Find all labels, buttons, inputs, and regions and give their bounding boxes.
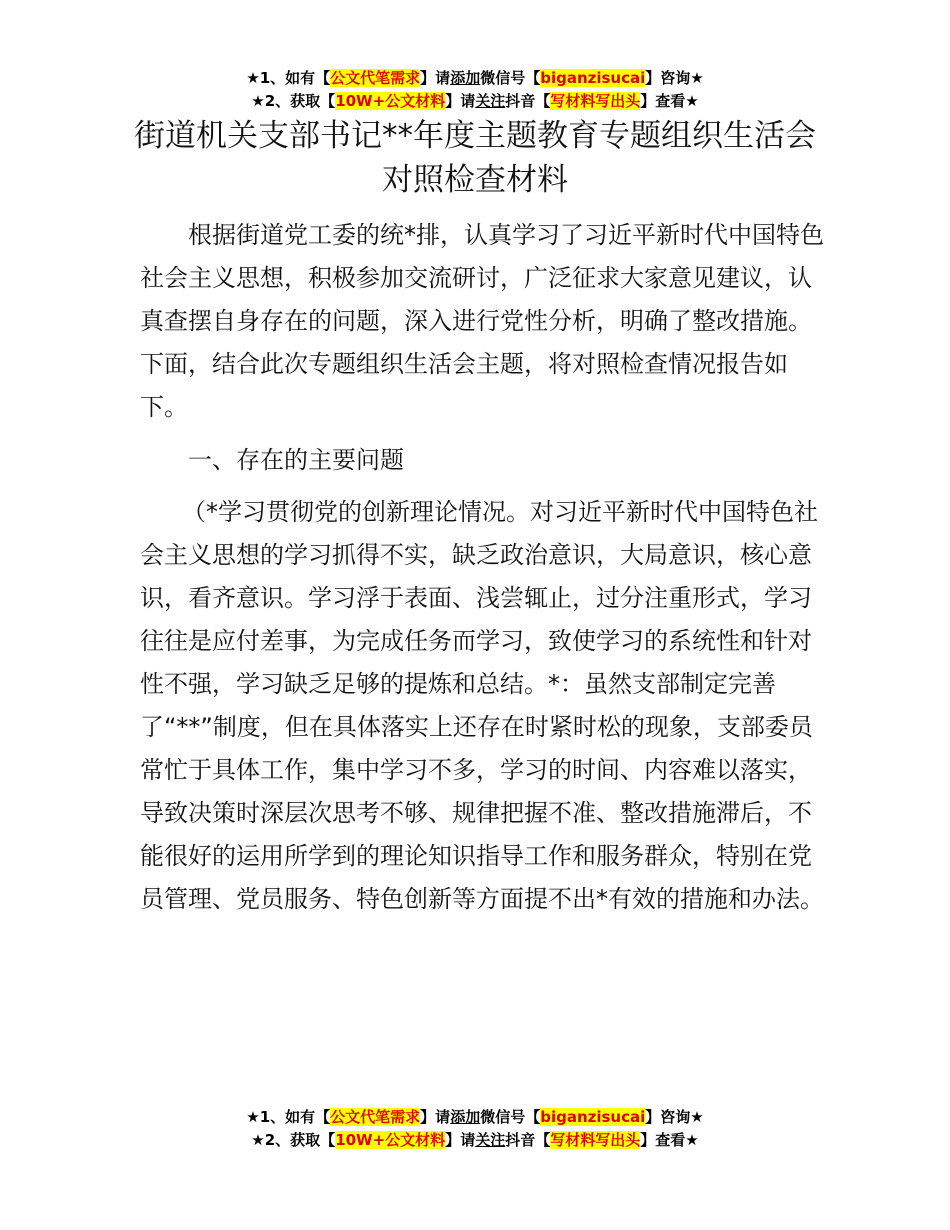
banner-text: ★1、如有【 [246,1108,331,1126]
banner-text: 】请 [445,1131,476,1149]
banner-text: 】咨询★ [645,1108,704,1126]
banner-text: 】请 [420,1108,451,1126]
banner-text: 微信号【 [480,1108,541,1126]
banner-text: 抖音【 [505,92,551,110]
banner-line-2 [0,1129,950,1152]
banner-line-1 [0,67,950,90]
underline-text: 关注 [475,92,506,110]
banner-text: ★2、获取【 [251,92,336,110]
document-body [140,214,830,921]
banner-text: 】查看★ [640,1131,699,1149]
underline-text: 添加 [450,69,481,87]
footer-banner [0,1106,950,1152]
banner-text: 微信号【 [480,69,541,87]
paragraph-intro: 根据街道党工委的统*排，认真学习了习近平新时代中国特色社会主义思想，积极参加交流研讨，广泛征求大家意见建议，认真查摆自身存在的问题，深入进行党性分析，明确了整改措施。下面，结合此次专题组织生活会主题，将对照检查情况报告如下。 [140,221,824,421]
header-banner [0,67,950,113]
highlight-wechat-id: biganzisucai [540,69,646,87]
banner-text: 】咨询★ [645,69,704,87]
highlight-wechat-id: biganzisucai [540,1108,646,1126]
section-heading: 一、存在的主要问题 [188,446,404,474]
banner-text: 】请 [420,69,451,87]
underline-text: 关注 [475,1131,506,1149]
highlight-service: 公文代笔需求 [330,1108,421,1126]
banner-line-2 [0,90,950,113]
highlight-douyin-id: 写材料写出头 [550,1131,641,1149]
underline-text: 添加 [450,1108,481,1126]
highlight-douyin-id: 写材料写出头 [550,92,641,110]
paragraph-study: （*学习贯彻党的创新理论情况。对习近平新时代中国特色社会主义思想的学习抓得不实，缺乏政治意识，大局意识，核心意识，看齐意识。学习浮于表面、浅尝辄止，过分注重形式，学习往往是应付差事，为完成任务而学习，致使学习的系统性和针对性不强，学习缺乏足够的提炼和总结。*：虽然支部制定完善了“**”制度，但在具体落实上还存在时紧时松的现象，支部委员常忙于具体工作，集中学习不多，学习的时间、内容难以落实，导致决策时深层次思考不够、规律把握不准、整改措施滞后，不能很好的运用所学到的理论知识指导工作和服务群众，特别在党员管理、党员服务、特色创新等方面提不出*有效的措施和办法。 [140,498,824,913]
highlight-service: 公文代笔需求 [330,69,421,87]
document-title: 街道机关支部书记**年度主题教育专题组织生活会对照检查材料 [134,118,816,198]
banner-text: 】查看★ [640,92,699,110]
banner-line-1 [0,1106,950,1129]
banner-text: 抖音【 [505,1131,551,1149]
highlight-materials: 10W+公文材料 [335,92,446,110]
banner-text: 】请 [445,92,476,110]
banner-text: ★2、获取【 [251,1131,336,1149]
banner-text: ★1、如有【 [246,69,331,87]
highlight-materials: 10W+公文材料 [335,1131,446,1149]
